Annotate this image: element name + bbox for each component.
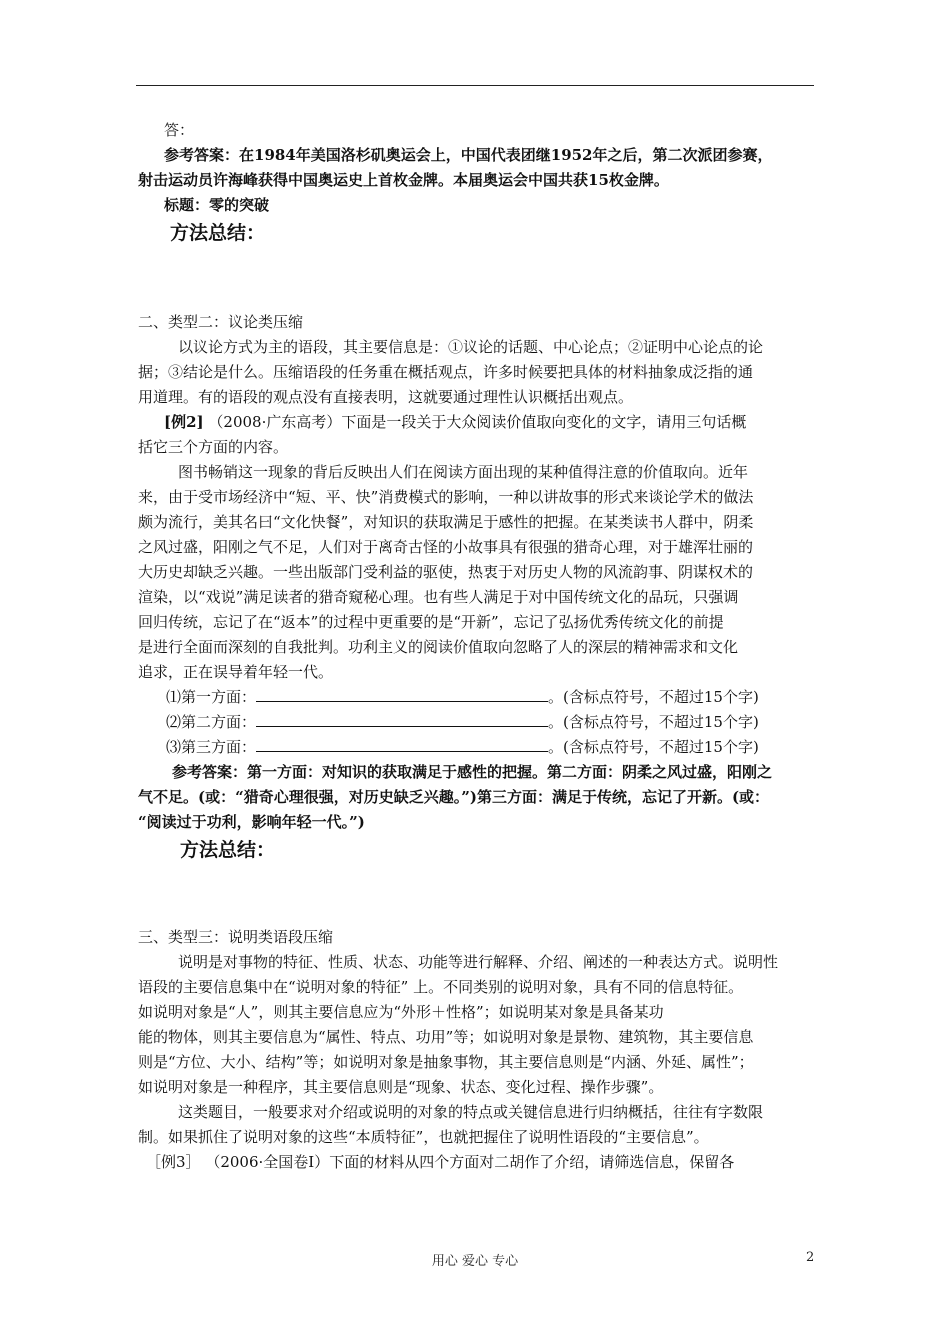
passage-line-1: 图书畅销这一现象的背后反映出人们在阅读方面出现的某种值得注意的价值取向。近年 [178, 463, 749, 481]
question-1-note: 。(含标点符号，不超过15个字) [548, 688, 759, 706]
question-3-label: ⑶第三方面： [166, 738, 257, 756]
section3-heading: 三、类型三：说明类语段压缩 [138, 928, 334, 946]
example3-prompt-line [138, 1150, 818, 1175]
section3-intro-line-5: 则是“方位、大小、结构”等；如说明对象是抽象事物，其主要信息则是“内涵、外延、属性”； [138, 1053, 754, 1071]
question-3-note: 。(含标点符号，不超过15个字) [548, 738, 759, 756]
answer-label: 答： [164, 121, 195, 139]
passage-line-9: 追求，正在误导着年轻一代。 [138, 663, 334, 681]
passage-line-5: 大历史却缺乏兴趣。一些出版部门受利益的驱使，热衷于对历史人物的风流韵事、阴谋权术的 [138, 563, 754, 581]
example2-prompt-line-2: 括它三个方面的内容。 [138, 438, 289, 456]
example2-prompt-text: （2008·广东高考）下面是一段关于大众阅读价值取向变化的文字，请用三句话概 [208, 413, 747, 431]
ex2-answer-line-1: 参考答案：第一方面：对知识的获取满足于感性的把握。第二方面：阴柔之风过盛，阳刚之 [172, 763, 773, 781]
ex2-answer-line-3: “阅读过于功利，影响年轻一代。”) [138, 813, 365, 831]
passage-line-8: 是进行全面而深刻的自我批判。功利主义的阅读价值取向忽略了人的深层的精神需求和文化 [138, 638, 739, 656]
answer-blank-2[interactable] [256, 710, 548, 727]
section3-para2-line-2: 制。如果抓住了说明对象的这些“本质特征”，也就把握住了说明性语段的“主要信息”。 [138, 1128, 709, 1146]
question-row-1 [138, 685, 818, 710]
passage-line-2: 来，由于受市场经济中“短、平、快”消费模式的影响，一种以讲故事的形式来谈论学术的做法 [138, 488, 754, 506]
answer-blank-3[interactable] [256, 735, 548, 752]
ex1-title: 标题：零的突破 [164, 196, 270, 214]
answer-blank-1[interactable] [256, 685, 548, 702]
example2-prompt-line-1 [138, 410, 818, 435]
section3-intro-line-2: 语段的主要信息集中在“说明对象的特征” 上。不同类别的说明对象，具有不同的信息特征。 [138, 978, 744, 996]
passage-line-6: 渲染，以“戏说”满足读者的猎奇窥秘心理。也有些人满足于对中国传统文化的品玩，只强调 [138, 588, 739, 606]
header-rule [136, 85, 814, 86]
passage-line-4: 之风过盛，阳刚之气不足，人们对于离奇古怪的小故事具有很强的猎奇心理，对于雄浑壮丽的 [138, 538, 754, 556]
question-2-label: ⑵第二方面： [166, 713, 257, 731]
page-footer: 用心 爱心 专心 [431, 1254, 519, 1269]
question-1-label: ⑴第一方面： [166, 688, 257, 706]
section2-intro-line-2: 据；③结论是什么。压缩语段的任务重在概括观点，许多时候要把具体的材料抽象成泛指的通 [138, 363, 754, 381]
ex2-answer-line-2: 气不足。(或：“猎奇心理很强，对历史缺乏兴趣。”)第三方面：满足于传统，忘记了开新。(或： [138, 788, 770, 806]
question-2-note: 。(含标点符号，不超过15个字) [548, 713, 759, 731]
section2-intro-line-3: 用道理。有的语段的观点没有直接表明，这就要通过理性认识概括出观点。 [138, 388, 634, 406]
method-summary-1: 方法总结： [170, 222, 266, 244]
section3-intro-line-4: 能的物体，则其主要信息为“属性、特点、功用”等；如说明对象是景物、建筑物，其主要信息 [138, 1028, 754, 1046]
section2-heading: 二、类型二：议论类压缩 [138, 313, 304, 331]
question-row-3 [138, 735, 818, 760]
method-summary-2: 方法总结： [180, 839, 276, 861]
page-number: 2 [806, 1250, 815, 1265]
passage-line-7: 回归传统，忘记了在“返本”的过程中更重要的是“开新”，忘记了弘扬优秀传统文化的前提 [138, 613, 724, 631]
section3-intro-line-3: 如说明对象是“人”，则其主要信息应为“外形＋性格”；如说明某对象是具备某功 [138, 1003, 664, 1021]
example3-prompt-text: （2006·全国卷Ⅰ）下面的材料从四个方面对二胡作了介绍，请筛选信息，保留各 [205, 1153, 735, 1171]
section2-intro-line-1: 以议论方式为主的语段，其主要信息是：①议论的话题、中心论点；②证明中心论点的论 [178, 338, 764, 356]
blank-space [138, 248, 818, 310]
ex1-answer-line-2: 射击运动员许海峰获得中国奥运史上首枚金牌。本届奥运会中国共获15枚金牌。 [138, 171, 669, 189]
blank-space [138, 865, 818, 925]
passage-line-3: 颇为流行，美其名曰“文化快餐”，对知识的获取满足于感性的把握。在某类读书人群中，阴柔 [138, 513, 754, 531]
ex1-answer-line-1: 参考答案：在1984年美国洛杉矶奥运会上，中国代表团继1952年之后，第二次派团参赛， [164, 146, 773, 164]
section3-para2-line-1: 这类题目，一般要求对介绍或说明的对象的特点或关键信息进行归纳概括，往往有字数限 [178, 1103, 764, 1121]
section3-intro-line-1: 说明是对事物的特征、性质、状态、功能等进行解释、介绍、阐述的一种表达方式。说明性 [178, 953, 779, 971]
question-row-2 [138, 710, 818, 735]
example3-label: ［例3］ [146, 1153, 201, 1171]
example2-label: [例2] [164, 413, 204, 431]
section3-intro-line-6: 如说明对象是一种程序，其主要信息则是“现象、状态、变化过程、操作步骤”。 [138, 1078, 664, 1096]
page-content [138, 118, 818, 1175]
